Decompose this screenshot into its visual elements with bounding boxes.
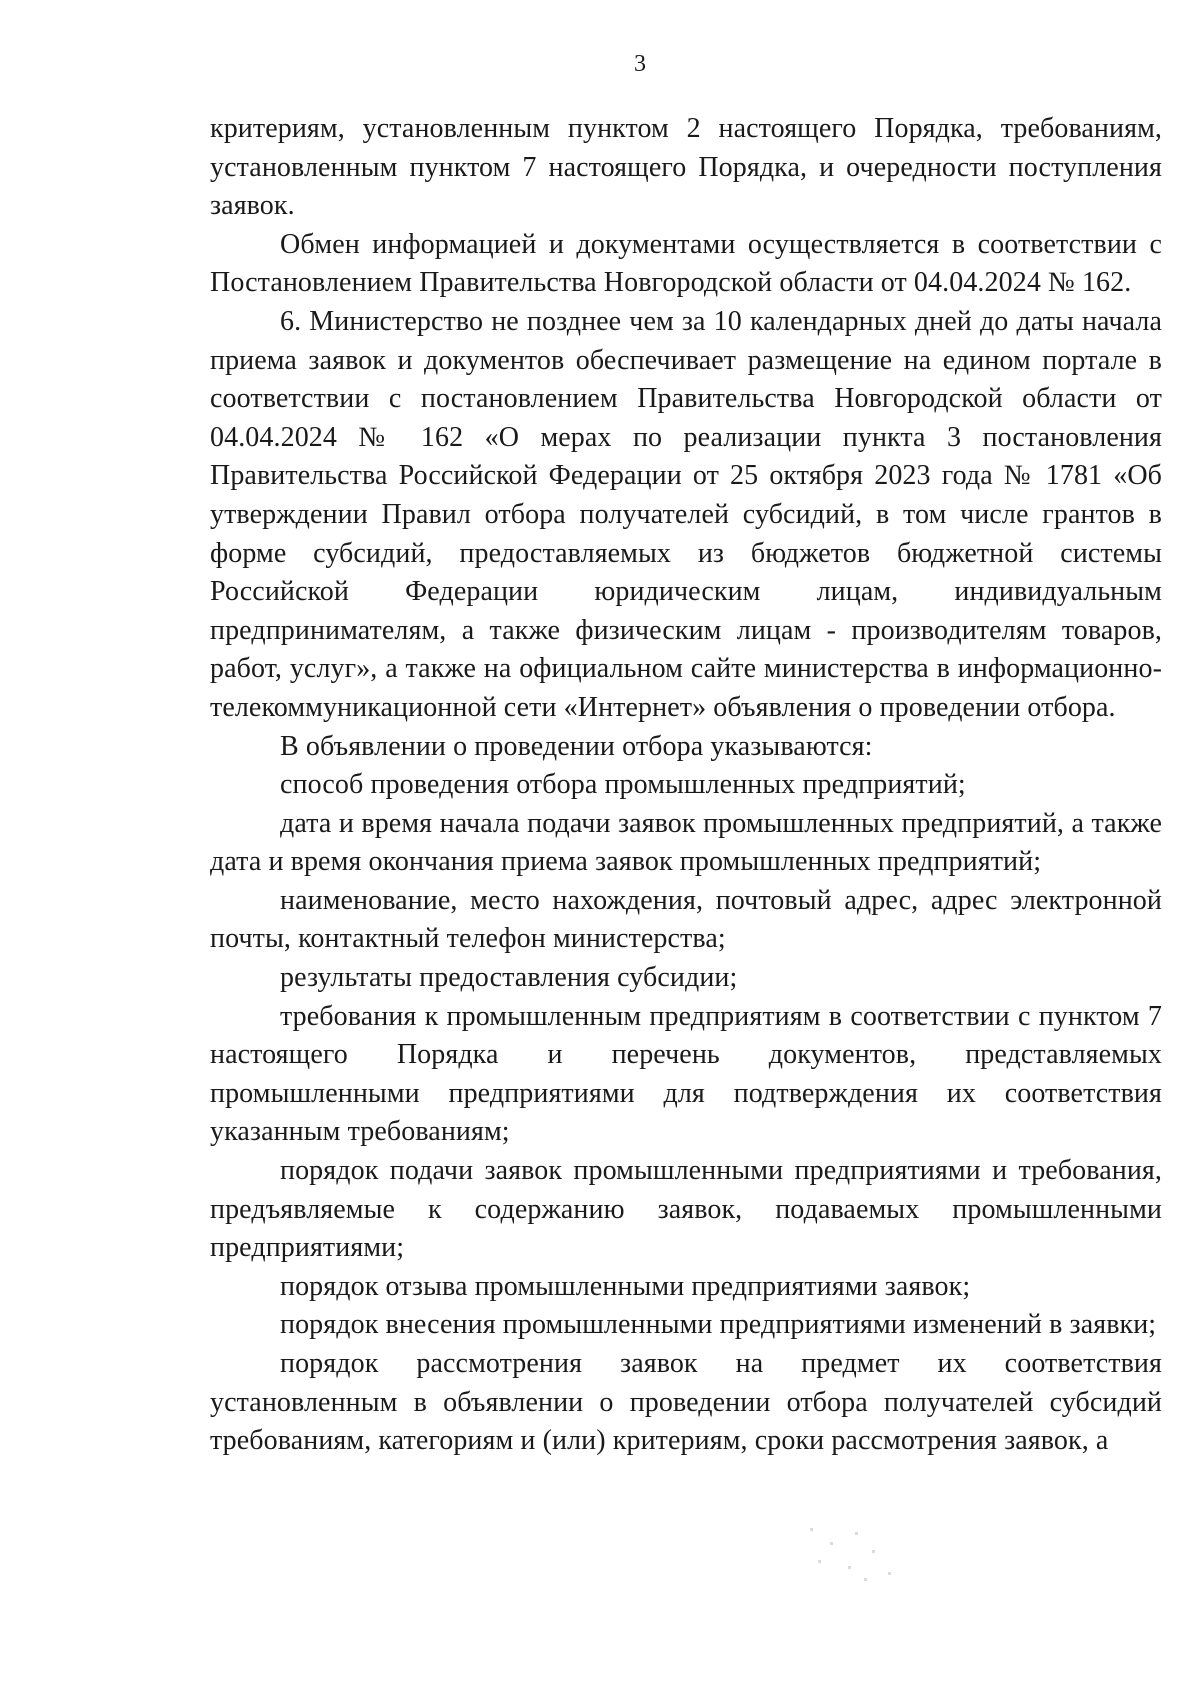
paragraph: критериям, установленным пунктом 2 настоящего Порядка, требованиям, установленным пунктом 7 настоящего Порядка, и очередности поступления заявок. [210,113,1162,222]
list-item: способ проведения отбора промышленных предприятий; [280,769,966,801]
list-item: порядок подачи заявок промышленными предприятиями и требования, предъявляемые к содержанию заявок, подаваемых промышленными предприятиями; [210,1155,1162,1264]
list-item: порядок внесения промышленными предприятиями изменений в заявки; [280,1309,1157,1341]
page-number: 3 [634,51,646,77]
scan-artifact [800,1520,910,1590]
list-item: результаты предоставления субсидии; [280,962,738,994]
list-item: порядок отзыва промышленными предприятиями заявок; [280,1270,971,1302]
document-body [210,110,1162,1461]
list-item: наименование, место нахождения, почтовый адрес, адрес электронной почты, контактный телефон министерства; [210,884,1162,955]
list-item: требования к промышленным предприятиям в соответствии с пунктом 7 настоящего Порядка и перечень документов, представляемых промышленными предприятиями для подтверждения их соответствия указанным требованиям; [210,1000,1162,1148]
paragraph: В объявлении о проведении отбора указываются: [280,730,873,762]
paragraph: 6. Министерство не позднее чем за 10 календарных дней до даты начала приема заявок и документов обеспечивает размещение на едином портале в соответствии с постановлением Правительства Новгородской области от 04.04.2024 № 162 «О мерах по реализации пункта 3 постановления Правительства Российской Федерации от 25 октября 2023 года № 1781 «Об утверждении Правил отбора получателей субсидий, в том числе грантов в форме субсидий, предоставляемых из бюджетов бюджетной системы Российской Федерации юридическим лицам, индивидуальным предпринимателям, а также физическим лицам - производителям товаров, работ, услуг», а также на официальном сайте министерства в информационно-телекоммуникационной сети «Интернет» объявления о проведении отбора. [210,305,1162,723]
list-item: дата и время начала подачи заявок промышленных предприятий, а также дата и время окончания приема заявок промышленных предприятий; [210,807,1162,878]
list-item: порядок рассмотрения заявок на предмет их соответствия установленным в объявлении о проведении отбора получателей субсидий требованиям, категориям и (или) критериям, сроки рассмотрения заявок, а [210,1348,1162,1457]
paragraph: Обмен информацией и документами осуществляется в соответствии с Постановлением Правительства Новгородской области от 04.04.2024 № 162. [210,228,1162,299]
